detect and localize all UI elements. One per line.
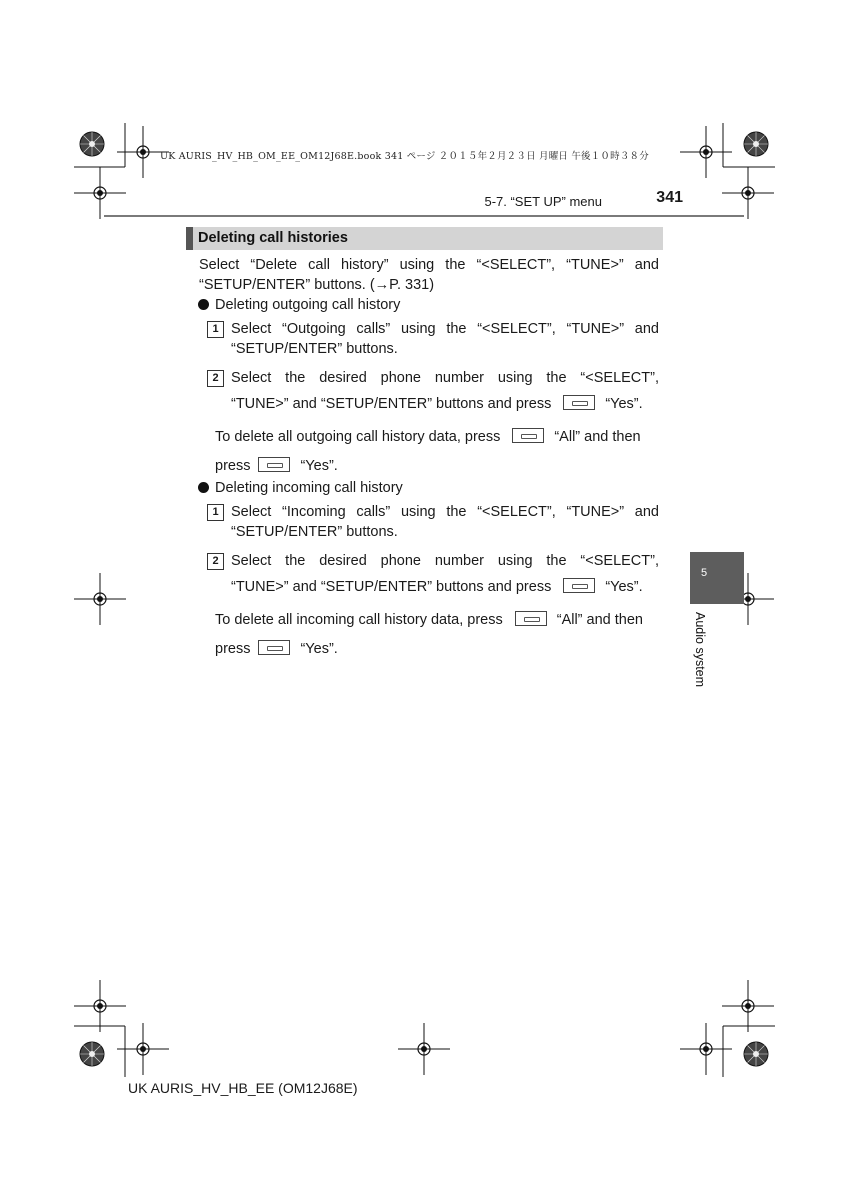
- outgoing-note-line-2b: “Yes”.: [300, 458, 338, 474]
- outgoing-step-2-line-1-wrap: [231, 368, 659, 388]
- intro-paragraph: [199, 255, 659, 295]
- incoming-step-2-line-2a: “TUNE>” and “SETUP/ENTER” buttons and press: [231, 579, 552, 595]
- outgoing-step-2-number: 2: [207, 370, 224, 387]
- incoming-step-1-number: 1: [207, 504, 224, 521]
- incoming-note-line-2a: press: [215, 641, 251, 657]
- incoming-note-line-1b: “All” and then: [556, 612, 643, 628]
- menu-button-icon: [515, 611, 547, 626]
- menu-button-icon: [258, 640, 290, 655]
- outgoing-step-2-line-1: Select the desired phone number using the “<SELECT”,: [231, 370, 659, 386]
- outgoing-step-2-line-2: [231, 394, 643, 414]
- outgoing-bullet-text: Deleting outgoing call history: [215, 297, 401, 313]
- outgoing-step-2-line-2a: “TUNE>” and “SETUP/ENTER” buttons and press: [231, 396, 552, 412]
- outgoing-note-line-1: [215, 427, 641, 447]
- chapter-tab: [690, 552, 744, 604]
- outgoing-note-line-1a: To delete all outgoing call history data, press: [215, 429, 501, 445]
- menu-button-icon: [563, 578, 595, 593]
- outgoing-bullet: [198, 295, 400, 315]
- incoming-note-line-1a: To delete all incoming call history data, press: [215, 612, 503, 628]
- section-heading: [186, 227, 663, 250]
- incoming-note-line-2: [215, 639, 338, 659]
- incoming-bullet-text: Deleting incoming call history: [215, 480, 403, 496]
- incoming-step-2-line-1: Select the desired phone number using the “<SELECT”,: [231, 553, 659, 569]
- incoming-step-1-text: [231, 502, 659, 542]
- incoming-step-2-number: 2: [207, 553, 224, 570]
- incoming-step-2-line-2b: “Yes”.: [605, 579, 643, 595]
- outgoing-step-1-number: 1: [207, 321, 224, 338]
- outgoing-note-line-1b: “All” and then: [554, 429, 641, 445]
- footer-document-code: UK AURIS_HV_HB_EE (OM12J68E): [128, 1080, 358, 1096]
- header-divider: [104, 215, 744, 217]
- chapter-tab-number: 5: [701, 567, 708, 579]
- intro-line-2: “SETUP/ENTER” buttons. (→P. 331): [199, 277, 435, 293]
- menu-button-icon: [512, 428, 544, 443]
- incoming-step-2-line-2: [231, 577, 643, 597]
- outgoing-step-2-line-2b: “Yes”.: [605, 396, 643, 412]
- chapter-tab-label: Audio system: [693, 612, 707, 688]
- intro-line-1: Select “Delete call history” using the “<SELECT”, “TUNE>” and: [199, 257, 659, 273]
- page-number: 341: [656, 189, 683, 206]
- print-info: UK AURIS_HV_HB_OM_EE_OM12J68E.book 341 ページ ２０１５年２月２３日 月曜日 午後１０時３８分: [160, 151, 649, 162]
- incoming-note-line-1: [215, 610, 643, 630]
- section-heading-text: Deleting call histories: [198, 230, 348, 246]
- outgoing-note-line-2: [215, 456, 338, 476]
- outgoing-step-1-line-2: “SETUP/ENTER” buttons.: [231, 341, 398, 357]
- menu-button-icon: [563, 395, 595, 410]
- outgoing-step-1-text: [231, 319, 659, 359]
- menu-button-icon: [258, 457, 290, 472]
- outgoing-note-line-2a: press: [215, 458, 251, 474]
- incoming-note-line-2b: “Yes”.: [300, 641, 338, 657]
- section-title: 5-7. “SET UP” menu: [484, 194, 602, 209]
- incoming-step-1-line-1: Select “Incoming calls” using the “<SELECT”, “TUNE>” and: [231, 504, 659, 520]
- incoming-step-1-line-2: “SETUP/ENTER” buttons.: [231, 524, 398, 540]
- incoming-bullet: [198, 478, 403, 498]
- incoming-step-2-line-1-wrap: [231, 551, 659, 571]
- bullet-icon: [198, 299, 209, 310]
- bullet-icon: [198, 482, 209, 493]
- outgoing-step-1-line-1: Select “Outgoing calls” using the “<SELECT”, “TUNE>” and: [231, 321, 659, 337]
